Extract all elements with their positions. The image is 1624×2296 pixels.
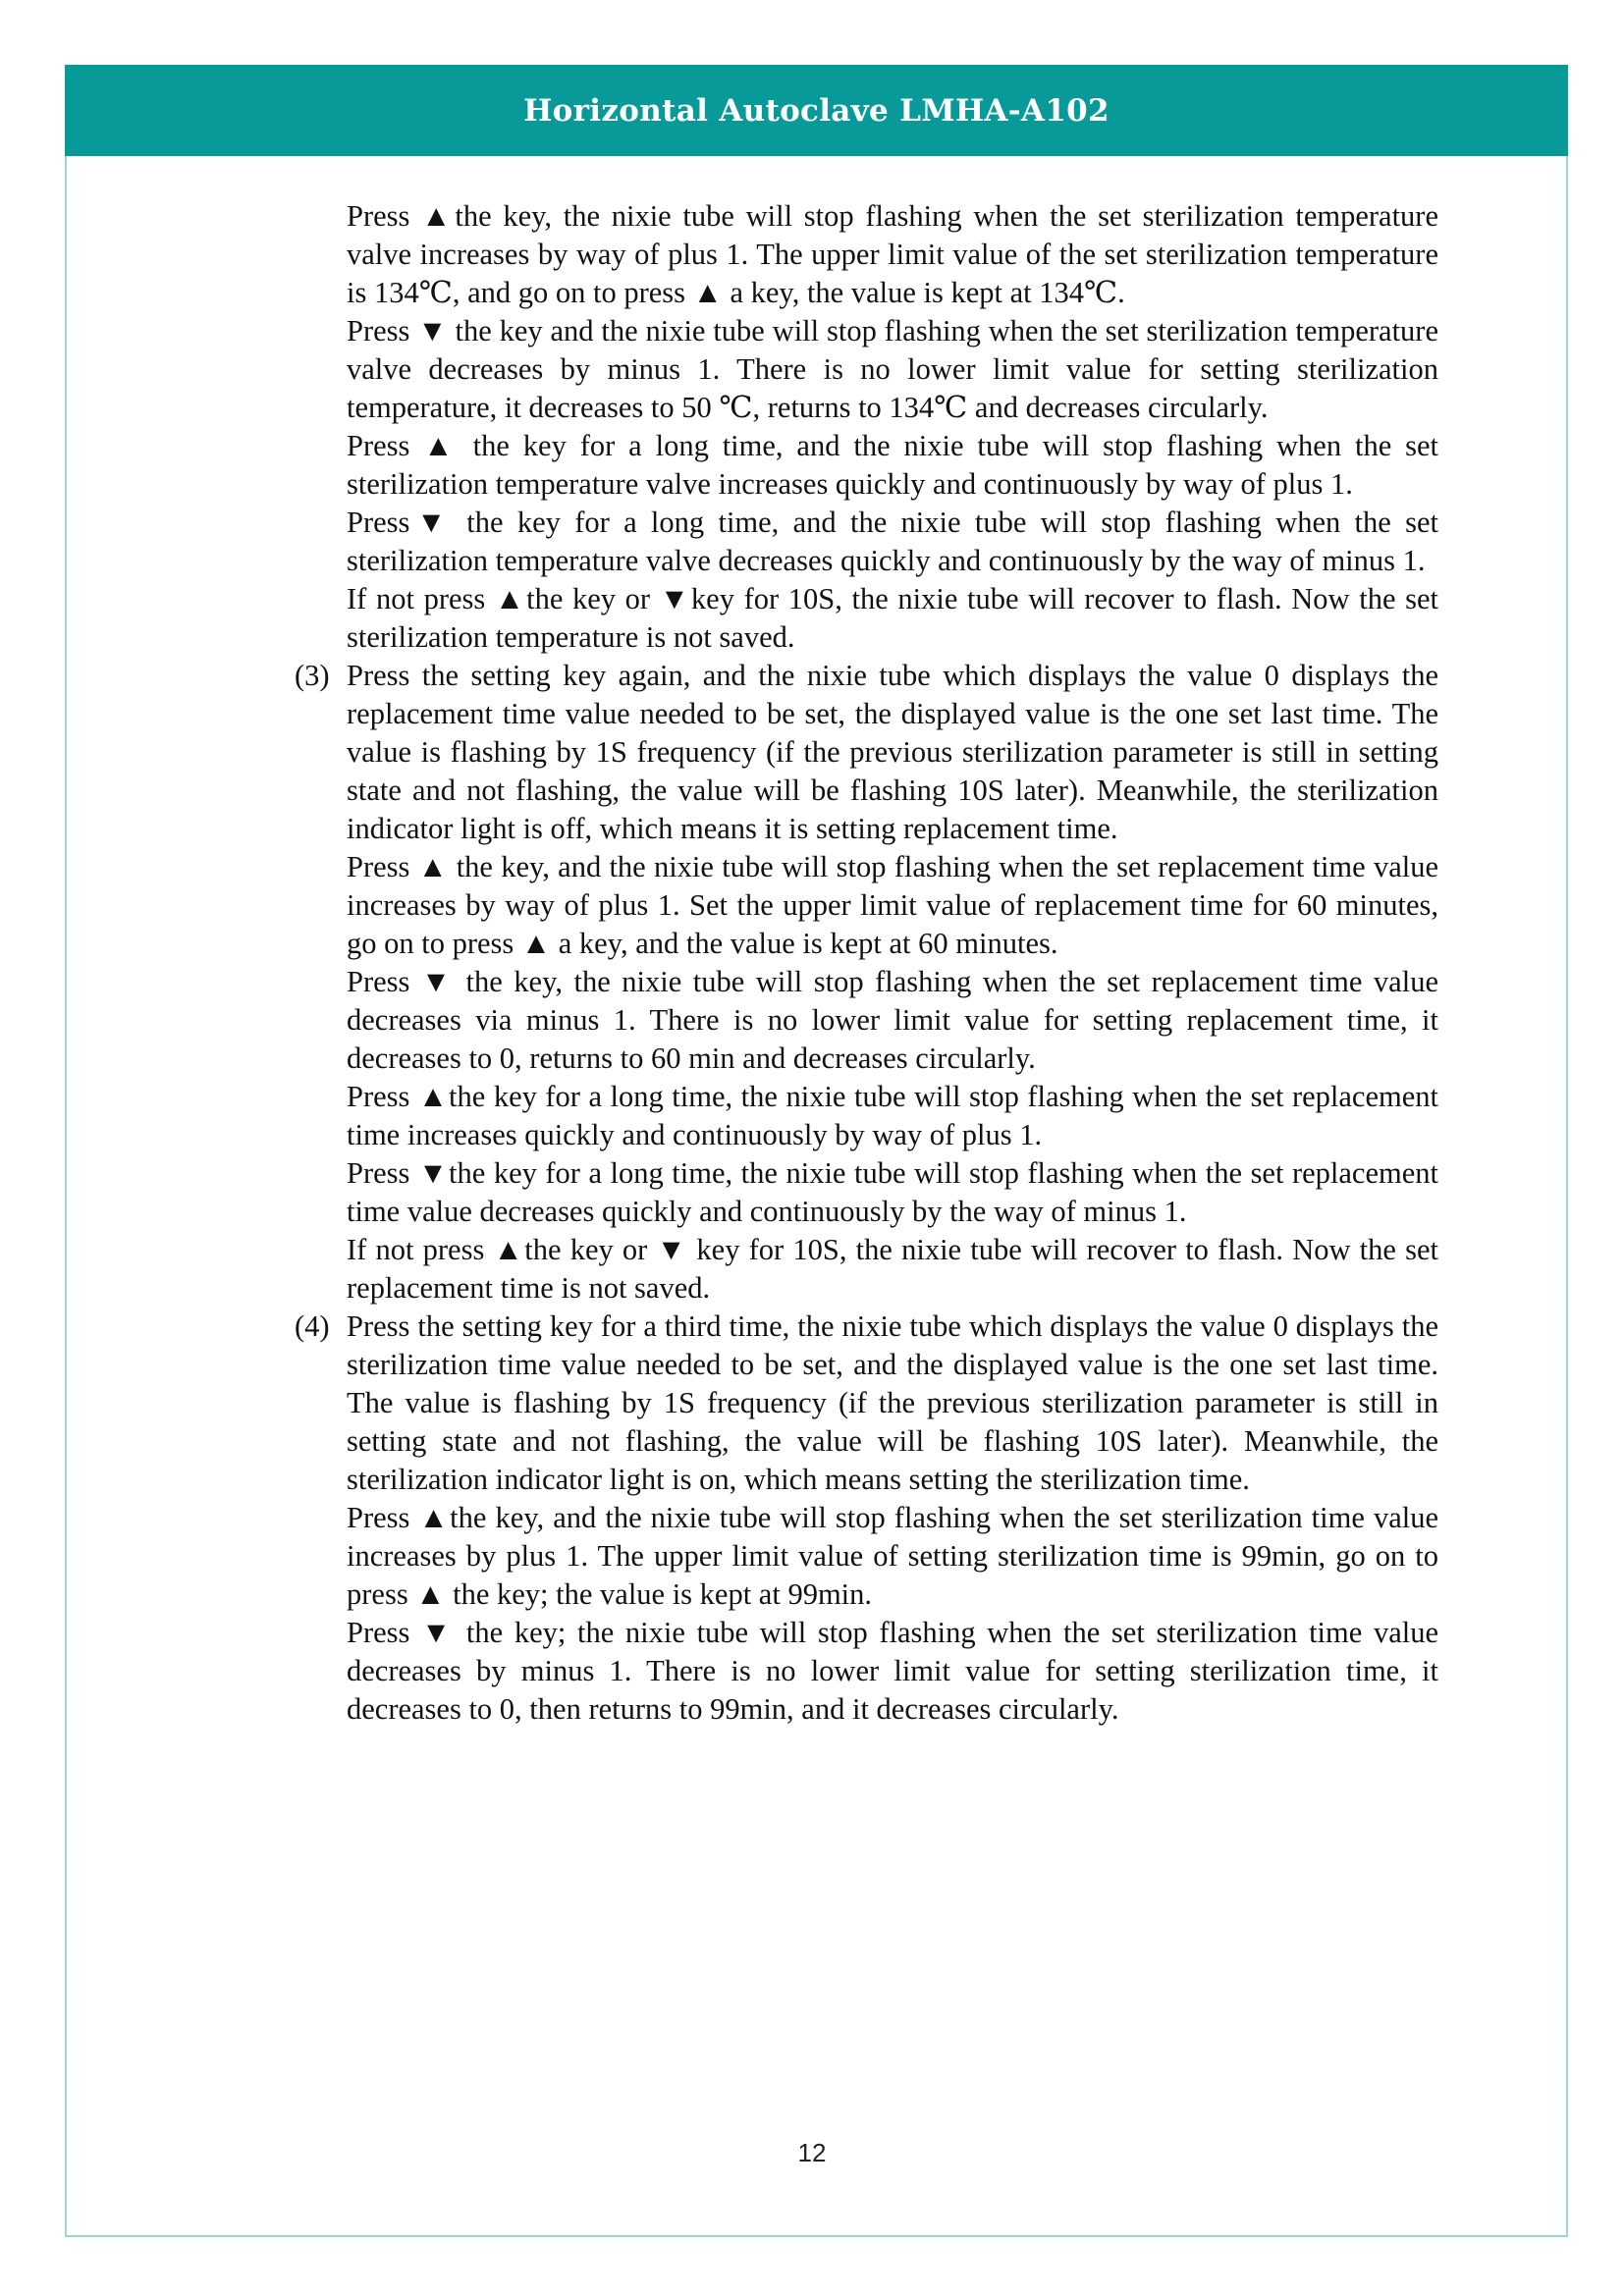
- paragraph-number: (3): [295, 659, 330, 692]
- numbered-paragraph: [295, 1308, 1438, 1499]
- paragraph: [295, 197, 1438, 312]
- paragraph: [295, 1078, 1438, 1154]
- paragraph: [295, 1154, 1438, 1231]
- document-title: Horizontal Autoclave LMHA-A102: [523, 92, 1110, 129]
- paragraph: [295, 1231, 1438, 1308]
- page-number: 12: [797, 2138, 827, 2167]
- numbered-paragraph: [295, 657, 1438, 848]
- paragraph-text: Press the setting key again, and the nixie tube which displays the value 0 displays the replacement time value needed to be set, the displayed value is the one set last time. The value is flashing by 1S frequency (if the previous sterilization parameter is still in setting state and not flashing, the value will be flashing 10S later). Meanwhile, the sterilization indicator light is off, which means it is setting replacement time.: [347, 659, 1438, 845]
- body-content: [295, 197, 1438, 1729]
- paragraph-text: Press the setting key for a third time, the nixie tube which displays the value 0 displays the sterilization time value needed to be set, and the displayed value is the one set last time. The value is flashing by 1S frequency (if the previous sterilization parameter is still in setting state and not flashing, the value will be flashing 10S later). Meanwhile, the sterilization indicator light is on, which means setting the sterilization time.: [347, 1309, 1438, 1496]
- paragraph: [295, 1499, 1438, 1614]
- paragraph-text: Press ▲ the key, and the nixie tube will stop flashing when the set replacement time value increases by way of plus 1. Set the upper limit value of replacement time for 60 minutes, go on to press ▲ a key, and the value is kept at 60 minutes.: [347, 850, 1438, 960]
- paragraph: [295, 963, 1438, 1078]
- paragraph: [295, 580, 1438, 657]
- paragraph-text: Press ▼ the key, the nixie tube will stop flashing when the set replacement time value decreases via minus 1. There is no lower limit value for setting replacement time, it decreases to 0, returns to 60 min and decreases circularly.: [347, 965, 1438, 1075]
- paragraph-text: Press ▼ the key and the nixie tube will stop flashing when the set sterilization temperature valve decreases by minus 1. There is no lower limit value for setting sterilization temperature, it decreases to 50 ℃, returns to 134℃ and decreases circularly.: [347, 314, 1438, 424]
- paragraph: [295, 504, 1438, 580]
- paragraph: [295, 848, 1438, 963]
- paragraph-text: Press ▲the key for a long time, the nixie tube will stop flashing when the set replacement time increases quickly and continuously by way of plus 1.: [347, 1080, 1438, 1151]
- paragraph-text: Press▼ the key for a long time, and the nixie tube will stop flashing when the set sterilization temperature valve decreases quickly and continuously by the way of minus 1.: [347, 506, 1438, 577]
- paragraph-text: Press ▼the key for a long time, the nixie tube will stop flashing when the set replacement time value decreases quickly and continuously by the way of minus 1.: [347, 1156, 1438, 1228]
- paragraph: [295, 1614, 1438, 1729]
- paragraph-number: (4): [295, 1309, 330, 1343]
- paragraph-text: Press ▼ the key; the nixie tube will stop flashing when the set sterilization time value decreases by minus 1. There is no lower limit value for setting sterilization time, it decreases to 0, then returns to 99min, and it decreases circularly.: [347, 1616, 1438, 1726]
- paragraph-text: If not press ▲the key or ▼ key for 10S, the nixie tube will recover to flash. Now the set replacement time is not saved.: [347, 1233, 1438, 1305]
- paragraph-text: Press ▲ the key for a long time, and the nixie tube will stop flashing when the set sterilization temperature valve increases quickly and continuously by way of plus 1.: [347, 429, 1438, 501]
- paragraph-text: Press ▲the key, and the nixie tube will stop flashing when the set sterilization time value increases by plus 1. The upper limit value of setting sterilization time is 99min, go on to press ▲ the key; the value is kept at 99min.: [347, 1501, 1438, 1611]
- header-bar: [65, 65, 1568, 156]
- paragraph-text: Press ▲the key, the nixie tube will stop flashing when the set sterilization temperature valve increases by way of plus 1. The upper limit value of the set sterilization temperature is 134℃, and go on to press ▲ a key, the value is kept at 134℃.: [347, 199, 1438, 309]
- paragraph: [295, 427, 1438, 504]
- paragraph: [295, 312, 1438, 427]
- paragraph-text: If not press ▲the key or ▼key for 10S, the nixie tube will recover to flash. Now the set sterilization temperature is not saved.: [347, 582, 1438, 654]
